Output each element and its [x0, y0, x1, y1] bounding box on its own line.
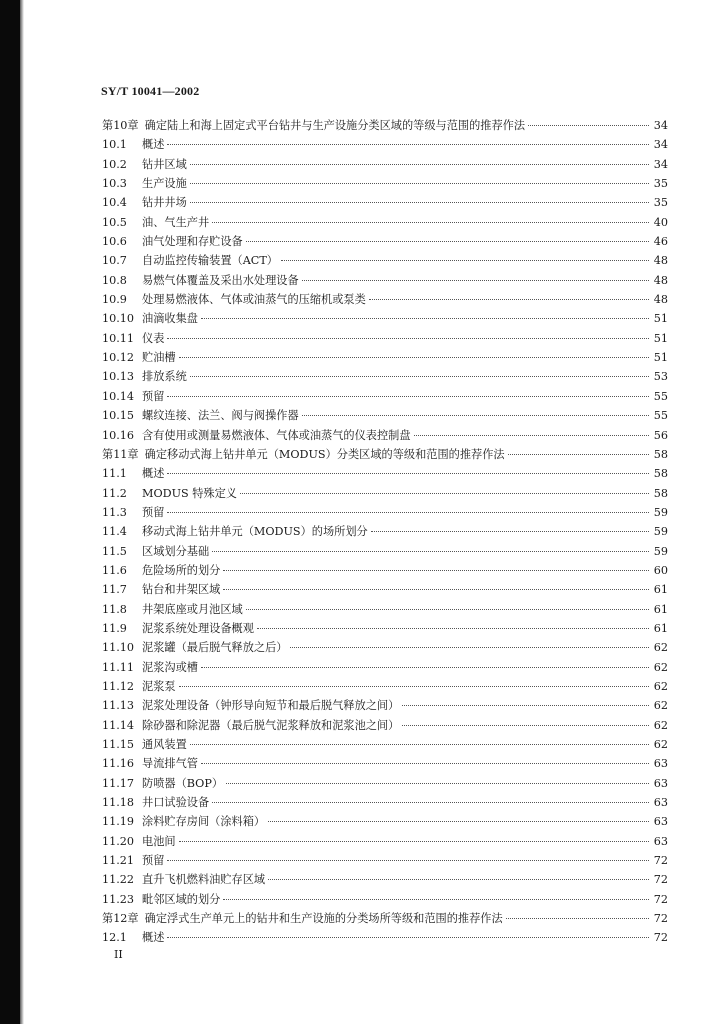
toc-entry-number: 11.12: [102, 679, 135, 693]
toc-section-entry[interactable]: [102, 367, 668, 386]
toc-entry-title: 预留: [142, 854, 165, 868]
toc-section-entry[interactable]: [102, 213, 668, 232]
toc-section-entry[interactable]: [102, 348, 668, 367]
toc-entry-title: MODUS 特殊定义: [142, 486, 237, 500]
toc-entry-title: 井口试验设备: [142, 796, 210, 810]
toc-section-entry[interactable]: [102, 658, 668, 677]
toc-entry-page: 48: [653, 293, 668, 307]
toc-entry-page: 51: [653, 351, 668, 365]
toc-section-entry[interactable]: [102, 774, 668, 793]
toc-entry-title: 概述: [142, 138, 165, 152]
toc-entry-title: 预留: [142, 389, 165, 403]
toc-section-entry[interactable]: [102, 232, 668, 251]
toc-entry-page: 59: [653, 544, 668, 558]
toc-entry-title: 自动监控传输装置（ACT）: [142, 254, 278, 268]
toc-entry-page: 55: [653, 389, 668, 403]
toc-section-entry[interactable]: [102, 522, 668, 541]
toc-section-entry[interactable]: [102, 290, 668, 309]
toc-entry-number: 11.13: [102, 699, 135, 713]
toc-entry-number: 10.5: [102, 215, 127, 229]
toc-entry-number: 10.12: [102, 351, 135, 365]
toc-entry-number: 11.10: [102, 641, 135, 655]
toc-entry-number: 11.4: [102, 525, 127, 539]
dot-leader: [201, 667, 649, 668]
toc-entry-title: 直升飞机燃料油贮存区域: [142, 873, 266, 887]
dot-leader: [167, 338, 649, 339]
toc-section-entry[interactable]: [102, 193, 668, 212]
toc-entry-title: 贮油槽: [142, 351, 176, 365]
toc-entry-page: 63: [653, 834, 668, 848]
toc-section-entry[interactable]: [102, 735, 668, 754]
toc-entry-title: 井架底座或月池区域: [142, 602, 243, 616]
toc-section-entry[interactable]: [102, 870, 668, 889]
table-of-contents: [102, 116, 668, 948]
dot-leader: [212, 551, 649, 552]
toc-entry-title: 预留: [142, 505, 165, 519]
dot-leader: [190, 202, 649, 203]
dot-leader: [223, 570, 649, 571]
toc-entry-page: 63: [653, 796, 668, 810]
toc-section-entry[interactable]: [102, 561, 668, 580]
toc-entry-number: 10.6: [102, 235, 127, 249]
toc-entry-page: 35: [653, 196, 668, 210]
dot-leader: [302, 280, 649, 281]
toc-entry-page: 59: [653, 525, 668, 539]
toc-entry-title: 电池间: [142, 834, 176, 848]
toc-entry-page: 72: [653, 854, 668, 868]
toc-entry-page: 34: [653, 157, 668, 171]
toc-entry-title: 泥浆系统处理设备概观: [142, 621, 254, 635]
toc-section-entry[interactable]: [102, 464, 668, 483]
toc-entry-number: 第12章: [102, 912, 139, 926]
toc-entry-page: 55: [653, 409, 668, 423]
toc-entry-page: 35: [653, 177, 668, 191]
toc-entry-title: 确定移动式海上钻井单元（MODUS）分类区域的等级和范围的推荐作法: [144, 447, 505, 461]
toc-entry-title: 油、气生产井: [142, 215, 210, 229]
toc-entry-number: 11.19: [102, 815, 135, 829]
toc-entry-number: 11.16: [102, 757, 135, 771]
toc-entry-title: 泥浆泵: [142, 679, 176, 693]
dot-leader: [257, 628, 649, 629]
toc-entry-title: 钻台和井架区域: [142, 583, 221, 597]
toc-section-entry[interactable]: [102, 832, 668, 851]
dot-leader: [290, 647, 649, 648]
toc-section-entry[interactable]: [102, 174, 668, 193]
toc-entry-number: 11.22: [102, 873, 135, 887]
toc-entry-title: 泥浆处理设备（钟形导向短节和最后脱气释放之间）: [142, 699, 400, 713]
toc-entry-page: 46: [653, 235, 668, 249]
toc-section-entry[interactable]: [102, 309, 668, 328]
toc-entry-page: 53: [653, 370, 668, 384]
toc-entry-title: 油滴收集盘: [142, 312, 198, 326]
toc-entry-title: 毗邻区域的划分: [142, 892, 221, 906]
toc-section-entry[interactable]: [102, 135, 668, 154]
toc-entry-number: 11.15: [102, 738, 135, 751]
toc-entry-number: 11.5: [102, 544, 127, 558]
toc-section-entry[interactable]: [102, 503, 668, 522]
dot-leader: [506, 918, 649, 919]
toc-entry-page: 58: [653, 486, 668, 500]
toc-entry-number: 第11章: [102, 447, 139, 461]
toc-entry-number: 11.9: [102, 621, 127, 635]
toc-section-entry[interactable]: [102, 329, 668, 348]
toc-entry-page: 63: [653, 757, 668, 771]
toc-entry-title: 确定陆上和海上固定式平台钻井与生产设施分类区域的等级与范围的推荐作法: [144, 119, 526, 132]
toc-entry-title: 生产设施: [142, 177, 187, 191]
toc-section-entry[interactable]: [102, 387, 668, 406]
dot-leader: [167, 860, 649, 861]
toc-entry-number: 12.1: [102, 931, 127, 945]
dot-leader: [190, 744, 649, 745]
toc-section-entry[interactable]: [102, 793, 668, 812]
toc-chapter-entry[interactable]: [102, 445, 668, 464]
toc-entry-page: 61: [653, 621, 668, 635]
dot-leader: [223, 589, 649, 590]
dot-leader: [226, 783, 649, 784]
toc-section-entry[interactable]: [102, 580, 668, 599]
toc-section-entry[interactable]: [102, 251, 668, 270]
toc-entry-title: 泥浆罐（最后脱气释放之后）: [142, 641, 288, 655]
dot-leader: [190, 164, 649, 165]
toc-entry-number: 11.6: [102, 563, 127, 577]
toc-entry-number: 10.16: [102, 428, 135, 442]
toc-entry-number: 11.17: [102, 776, 135, 790]
dot-leader: [167, 144, 649, 145]
toc-entry-number: 10.2: [102, 157, 127, 171]
dot-leader: [414, 435, 649, 436]
toc-entry-number: 10.9: [102, 293, 127, 307]
toc-entry-page: 51: [653, 331, 668, 345]
toc-entry-number: 11.11: [102, 660, 135, 674]
dot-leader: [190, 376, 649, 377]
toc-entry-number: 11.14: [102, 718, 135, 732]
toc-entry-page: 62: [653, 738, 668, 751]
toc-entry-number: 11.20: [102, 834, 135, 848]
toc-entry-title: 防喷器（BOP）: [142, 776, 224, 790]
dot-leader: [240, 493, 649, 494]
toc-section-entry[interactable]: [102, 716, 668, 735]
toc-entry-title: 钻井井场: [142, 196, 187, 210]
toc-entry-page: 62: [653, 641, 668, 655]
toc-section-entry[interactable]: [102, 638, 668, 657]
dot-leader: [179, 686, 649, 687]
dot-leader: [167, 473, 649, 474]
toc-entry-number: 11.1: [102, 467, 127, 481]
toc-entry-title: 仪表: [142, 331, 165, 345]
toc-section-entry[interactable]: [102, 754, 668, 773]
toc-entry-page: 59: [653, 505, 668, 519]
toc-section-entry[interactable]: [102, 851, 668, 870]
toc-entry-page: 51: [653, 312, 668, 326]
toc-entry-number: 10.13: [102, 370, 135, 384]
toc-entry-title: 含有使用或测量易燃液体、气体或油蒸气的仪表控制盘: [142, 428, 411, 442]
toc-entry-title: 涂料贮存房间（涂料箱）: [142, 815, 266, 829]
dot-leader: [167, 937, 649, 938]
toc-entry-page: 56: [653, 428, 668, 442]
toc-entry-number: 11.3: [102, 505, 127, 519]
dot-leader: [246, 241, 649, 242]
toc-entry-title: 除砂器和除泥器（最后脱气泥浆释放和泥浆池之间）: [142, 718, 400, 732]
toc-entry-number: 10.8: [102, 273, 127, 287]
dot-leader: [223, 899, 649, 900]
toc-entry-title: 螺纹连接、法兰、阀与阀操作器: [142, 409, 299, 423]
toc-entry-title: 钻井区域: [142, 157, 187, 171]
toc-section-entry[interactable]: [102, 812, 668, 831]
dot-leader: [246, 609, 649, 610]
toc-section-entry[interactable]: [102, 928, 668, 947]
toc-section-entry[interactable]: [102, 484, 668, 503]
toc-entry-page: 58: [653, 447, 668, 461]
toc-section-entry[interactable]: [102, 890, 668, 909]
page-number: II: [114, 948, 123, 961]
scan-edge: [0, 0, 20, 1024]
toc-entry-page: 48: [653, 273, 668, 287]
toc-section-entry[interactable]: [102, 600, 668, 619]
toc-entry-title: 油气处理和存贮设备: [142, 235, 243, 249]
toc-entry-page: 34: [653, 138, 668, 152]
toc-entry-number: 11.23: [102, 892, 135, 906]
toc-entry-page: 61: [653, 602, 668, 616]
toc-entry-number: 10.14: [102, 389, 135, 403]
toc-section-entry[interactable]: [102, 677, 668, 696]
toc-entry-number: 10.11: [102, 331, 135, 345]
toc-entry-page: 72: [653, 892, 668, 906]
dot-leader: [268, 879, 649, 880]
toc-entry-title: 概述: [142, 931, 165, 945]
toc-entry-title: 确定浮式生产单元上的钻井和生产设施的分类场所等级和范围的推荐作法: [144, 912, 503, 926]
toc-entry-title: 易燃气体覆盖及采出水处理设备: [142, 273, 299, 287]
toc-entry-title: 概述: [142, 467, 165, 481]
standard-number-header: SY/T 10041—2002: [101, 84, 200, 98]
dot-leader: [508, 454, 649, 455]
toc-entry-title: 排放系统: [142, 370, 187, 384]
toc-entry-page: 72: [653, 873, 668, 887]
toc-entry-page: 58: [653, 467, 668, 481]
dot-leader: [167, 512, 649, 513]
toc-entry-page: 34: [653, 119, 668, 132]
toc-entry-title: 移动式海上钻井单元（MODUS）的场所划分: [142, 525, 368, 539]
toc-entry-number: 11.2: [102, 486, 127, 500]
dot-leader: [179, 357, 649, 358]
dot-leader: [371, 531, 649, 532]
toc-entry-title: 泥浆沟或槽: [142, 660, 198, 674]
toc-section-entry[interactable]: [102, 426, 668, 445]
toc-entry-number: 10.4: [102, 196, 127, 210]
toc-entry-page: 63: [653, 815, 668, 829]
toc-entry-title: 处理易燃液体、气体或油蒸气的压缩机或泵类: [142, 293, 366, 307]
toc-entry-number: 10.3: [102, 177, 127, 191]
toc-entry-number: 11.18: [102, 796, 135, 810]
toc-section-entry[interactable]: [102, 696, 668, 715]
dot-leader: [369, 299, 649, 300]
dot-leader: [402, 725, 649, 726]
toc-entry-number: 第10章: [102, 119, 139, 132]
dot-leader: [190, 183, 649, 184]
toc-entry-page: 40: [653, 215, 668, 229]
toc-entry-page: 62: [653, 660, 668, 674]
dot-leader: [201, 318, 649, 319]
dot-leader: [212, 802, 649, 803]
toc-entry-page: 62: [653, 718, 668, 732]
toc-entry-number: 11.8: [102, 602, 127, 616]
toc-entry-number: 10.1: [102, 138, 127, 152]
dot-leader: [281, 260, 649, 261]
dot-leader: [201, 763, 649, 764]
toc-entry-title: 危险场所的划分: [142, 563, 221, 577]
toc-section-entry[interactable]: [102, 271, 668, 290]
toc-entry-page: 61: [653, 583, 668, 597]
toc-entry-page: 63: [653, 776, 668, 790]
toc-entry-title: 导流排气管: [142, 757, 198, 771]
toc-entry-page: 60: [653, 563, 668, 577]
toc-entry-page: 62: [653, 679, 668, 693]
dot-leader: [212, 222, 649, 223]
toc-entry-page: 48: [653, 254, 668, 268]
toc-chapter-entry[interactable]: [102, 909, 668, 928]
toc-entry-number: 11.7: [102, 583, 127, 597]
dot-leader: [179, 841, 649, 842]
toc-entry-number: 10.7: [102, 254, 127, 268]
toc-entry-title: 通风装置: [142, 738, 187, 751]
toc-section-entry[interactable]: [102, 406, 668, 425]
toc-section-entry[interactable]: [102, 542, 668, 561]
toc-entry-number: 11.21: [102, 854, 135, 868]
toc-entry-number: 10.10: [102, 312, 135, 326]
dot-leader: [302, 415, 649, 416]
toc-entry-title: 区域划分基础: [142, 544, 210, 558]
dot-leader: [167, 396, 649, 397]
scan-edge-shadow: [20, 0, 24, 1024]
toc-section-entry[interactable]: [102, 155, 668, 174]
dot-leader: [268, 821, 649, 822]
toc-entry-page: 72: [653, 912, 668, 926]
toc-entry-page: 72: [653, 931, 668, 945]
dot-leader: [528, 125, 649, 126]
dot-leader: [402, 705, 649, 706]
toc-section-entry[interactable]: [102, 619, 668, 638]
toc-chapter-entry[interactable]: [102, 116, 668, 135]
toc-entry-number: 10.15: [102, 409, 135, 423]
toc-entry-page: 62: [653, 699, 668, 713]
